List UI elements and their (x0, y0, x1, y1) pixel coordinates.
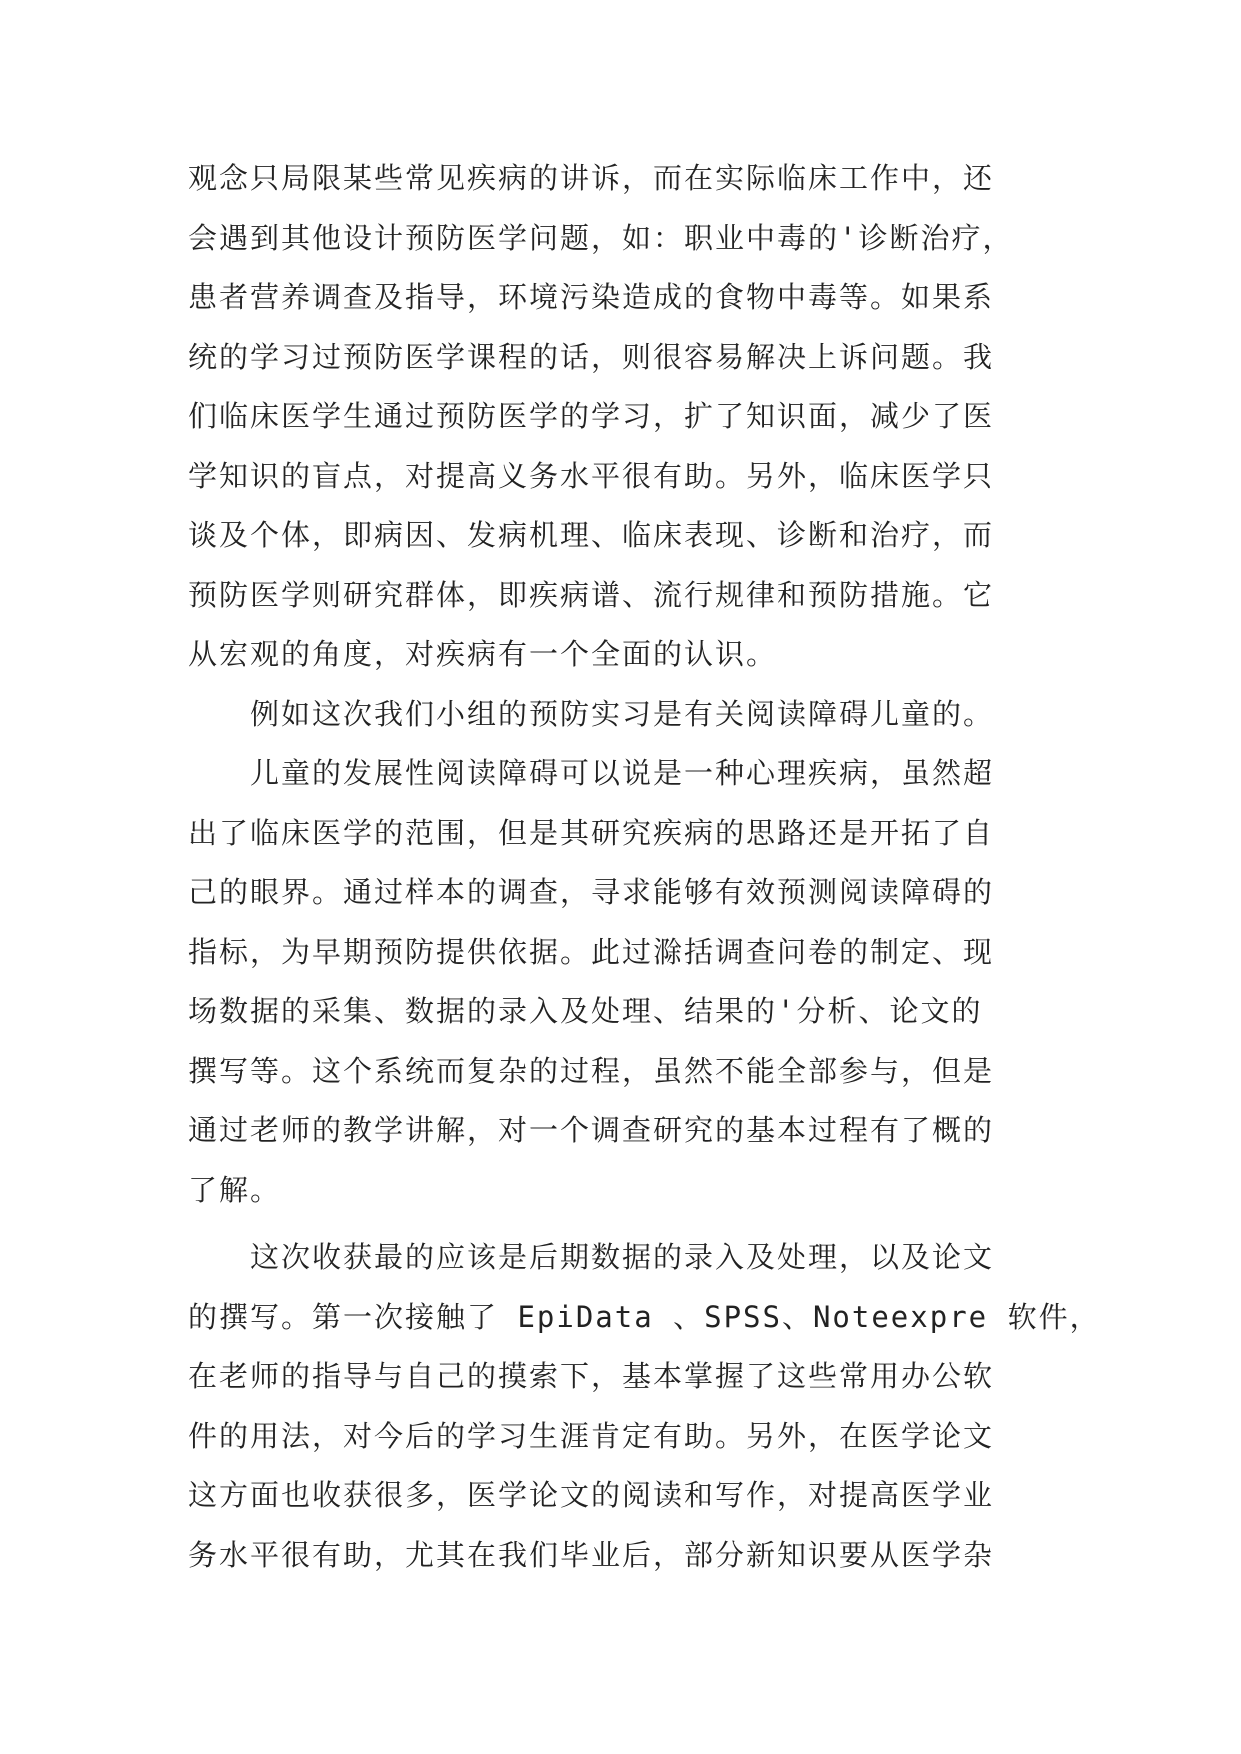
text-line: 的撰写。第一次接触了 EpiData 、SPSS、Noteexpre 软件， (188, 1299, 1101, 1334)
text-line: 预防医学则研究群体，即疾病谱、流行规律和预防措施。它 (188, 577, 995, 612)
text-line: 从宏观的角度，对疾病有一个全面的认识。 (188, 637, 778, 671)
text-line: 们临床医学生通过预防医学的学习，扩了知识面，减少了医 (188, 399, 995, 433)
text-line: 学知识的盲点，对提高义务水平很有助。另外，临床医学只 (188, 458, 995, 493)
text-line: 了解。 (188, 1172, 282, 1207)
text-line: 场数据的采集、数据的录入及处理、结果的'分析、论文的 (188, 994, 983, 1028)
text-line: 统的学习过预防医学课程的话，则很容易解决上诉问题。我 (188, 339, 995, 374)
text-line: 在老师的指导与自己的摸索下，基本掌握了这些常用办公软 (188, 1359, 995, 1393)
document-body (188, 158, 1101, 1594)
text-line: 己的眼界。通过样本的调查，寻求能够有效预测阅读障碍的 (188, 875, 995, 909)
text-line: 患者营养调查及指导，环境污染造成的食物中毒等。如果系 (188, 280, 995, 314)
text-line: 件的用法，对今后的学习生涯肯定有助。另外，在医学论文 (188, 1418, 995, 1453)
text-line: 这次收获最的应该是后期数据的录入及处理，以及论文 (188, 1240, 995, 1274)
text-line: 这方面也收获很多，医学论文的阅读和写作，对提高医学业 (188, 1478, 995, 1512)
text-line: 出了临床医学的范围，但是其研究疾病的思路还是开拓了自 (188, 815, 995, 850)
text-line: 谈及个体，即病因、发病机理、临床表现、诊断和治疗，而 (188, 518, 995, 552)
text-line: 务水平很有助，尤其在我们毕业后，部分新知识要从医学杂 (188, 1537, 995, 1572)
text-line: 撰写等。这个系统而复杂的过程，虽然不能全部参与，但是 (188, 1053, 995, 1088)
text-line: 儿童的发展性阅读障碍可以说是一种心理疾病，虽然超 (188, 756, 995, 790)
text-line: 通过老师的教学讲解，对一个调查研究的基本过程有了概的 (188, 1113, 995, 1147)
text-line: 例如这次我们小组的预防实习是有关阅读障碍儿童的。 (188, 696, 995, 731)
text-line: 指标，为早期预防提供依据。此过滁括调查问卷的制定、现 (188, 934, 995, 969)
text-line: 观念只局限某些常见疾病的讲诉，而在实际临床工作中，还 (188, 161, 995, 195)
text-line: 会遇到其他设计预防医学问题，如：职业中毒的'诊断治疗， (188, 220, 1014, 255)
